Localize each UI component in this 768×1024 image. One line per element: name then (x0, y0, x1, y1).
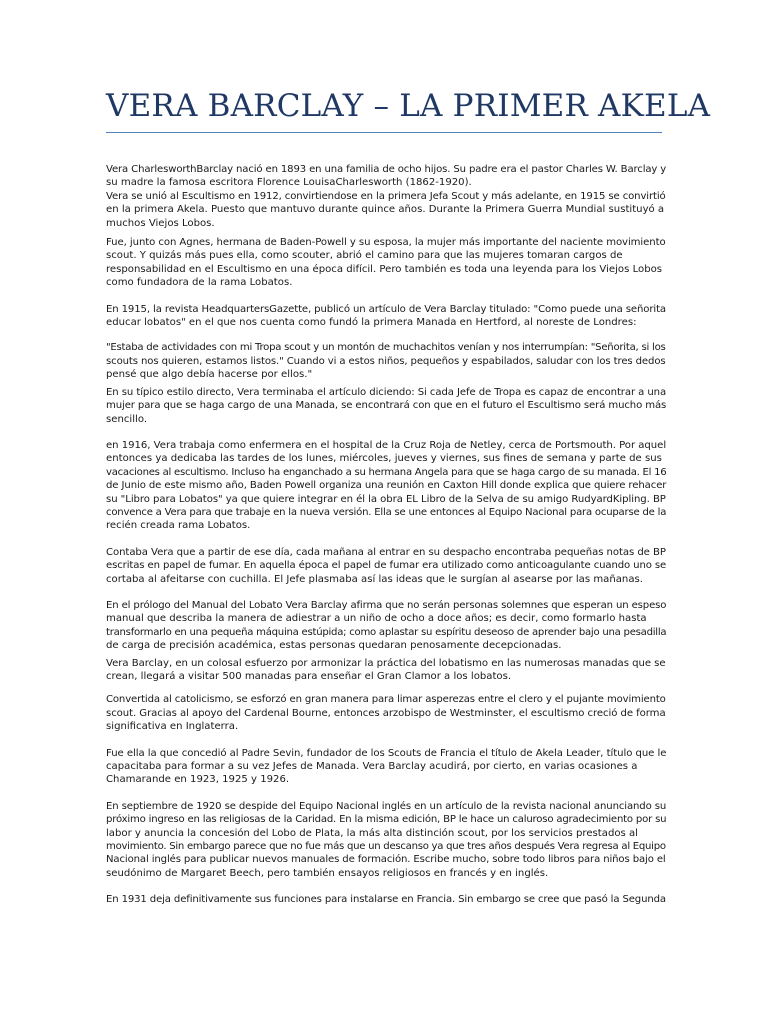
text-line: recién creada rama Lobatos. (106, 520, 251, 532)
paragraph-sevin (106, 747, 666, 787)
paragraph-catolicismo (106, 693, 666, 733)
paragraph-1920 (106, 800, 666, 880)
text-line: labor y anuncia la concesión del Lobo de Plata, la más alta distinción scout, por los servicios prestados al (106, 827, 638, 839)
text-line: sencillo. (106, 413, 148, 425)
paragraph-prologue (106, 599, 666, 653)
text-line: pensé que algo debía hacerse por ellos." (106, 369, 313, 381)
text-line: Chamarande en 1923, 1925 y 1926. (106, 774, 290, 786)
text-line: scout. Y quizás más pues ella, como scouter, abrió el camino para que las mujeres tomaran cargos de (106, 250, 623, 262)
text-line: vacaciones al escultismo. Incluso ha enganchado a su hermana Angela para que se haga cargo de su manada. El 16 (106, 466, 667, 478)
text-line: seudónimo de Margaret Beech, pero también ensayos religiosos en francés y en inglés. (106, 867, 549, 879)
text-line: mujer para que se haga cargo de una Manada, se encontrará con que en el futuro el Escultismo será mucho más (106, 400, 667, 412)
paragraph-manadas (106, 657, 666, 684)
text-line: responsabilidad en el Escultismo en una época difícil. Pero también es toda una leyenda para los Viejos Lobos (106, 263, 663, 275)
text-line: Nacional inglés para publicar nuevos manuales de formación. Escribe mucho, sobre todo libros para niños bajo el (106, 854, 666, 866)
text-line: Fue ella la que concedió al Padre Sevin, fundador de los Scouts de Francia el título de Akela Leader, título que le (106, 747, 667, 759)
text-line: de carga de precisión académica, estas personas quedaran penosamente decepcionadas. (106, 640, 562, 652)
text-line: En septiembre de 1920 se despide del Equipo Nacional inglés en un artículo de la revista nacional anunciando su (106, 800, 667, 812)
text-line: capacitaba para formar a su vez Jefes de Manada. Vera Barclay acudirá, por cierto, en varias ocasiones a (106, 761, 638, 773)
text-line: Vera Barclay, en un colosal esfuerzo por armonizar la práctica del lobatismo en las numerosas manadas que se (106, 657, 666, 669)
text-line: scout. Gracias al apoyo del Cardenal Bourne, entonces arzobispo de Westminster, el escultismo creció de forma (106, 707, 666, 719)
text-line: convence a Vera para que trabaje en la nueva versión. Ella se une entonces al Equipo Nacional para ocuparse de la (106, 506, 667, 518)
text-line: cortaba al afeitarse con cuchilla. El Jefe plasmaba así las ideas que le surgían al asearse por las mañanas. (106, 573, 643, 585)
text-line: En su típico estilo directo, Vera terminaba el artículo diciendo: Si cada Jefe de Tropa es capaz de encontrar a una (106, 386, 667, 398)
paragraph-1916 (106, 439, 666, 533)
text-line: scouts nos quieren, estamos listos." Cuando vi a estos niños, pequeños y espabilados, saludar con los tres dedos (106, 355, 666, 367)
paragraph-notes (106, 546, 666, 586)
text-line: su madre la famosa escritora Florence LouisaCharlesworth (1862-1920). (106, 177, 472, 189)
text-line: En el prólogo del Manual del Lobato Vera Barclay afirma que no serán personas solemnes que esperan un espeso (106, 599, 667, 611)
paragraph-gazette (106, 303, 666, 330)
paragraph-1931 (106, 893, 666, 906)
paragraph-quote (106, 341, 666, 381)
text-line: de Junio de este mismo año, Baden Powell organiza una reunión en Caxton Hill donde explica que quiere rehacer (106, 480, 667, 492)
text-line: Vera CharlesworthBarclay nació en 1893 en una familia de ocho hijos. Su padre era el pastor Charles W. Barclay y (106, 164, 667, 175)
paragraph-intro (106, 163, 666, 230)
text-line: transformarlo en una pequeña máquina estúpida; como aplastar su espíritu deseoso de aprender bajo una pesadilla (106, 626, 667, 638)
text-line: crean, llegará a visitar 500 manadas para enseñar el Gran Clamor a los lobatos. (106, 671, 512, 682)
text-line: Convertida al catolicismo, se esforzó en gran manera para limar asperezas entre el clero y el pujante movimiento (106, 694, 666, 706)
text-line: significativa en Inglaterra. (106, 721, 239, 733)
page-title: VERA BARCLAY – LA PRIMER AKELA (106, 88, 711, 124)
text-line: movimiento. Sin embargo parece que no fue más que un descanso ya que tres años después Vera regresa al Equipo (106, 841, 666, 853)
text-line: muchos Viejos Lobos. (106, 217, 215, 229)
text-line: manual que describa la manera de adiestrar a un niño de ocho a doce años; es decir, como formarlo hasta (106, 613, 647, 625)
text-line: En 1931 deja definitivamente sus funciones para instalarse en Francia. Sin embargo se cree que pasó la Segunda (106, 894, 666, 906)
paragraph-style (106, 386, 666, 426)
text-line: en la primera Akela. Puesto que mantuvo durante quince años. Durante la Primera Guerra Mundial sustituyó a (106, 204, 665, 216)
text-line: "Estaba de actividades con mi Tropa scout y un montón de muchachitos venían y nos interrumpían: "Señorita, si los (106, 342, 666, 354)
text-line: como fundadora de la rama Lobatos. (106, 277, 293, 289)
text-line: escritas en papel de fumar. En aquella época el papel de fumar era utilizado como anticoagulante cuando uno se (106, 560, 667, 572)
text-line: próximo ingreso en las religiosas de la Caridad. En la misma edición, BP le hace un caluroso agradecimiento por su (106, 814, 667, 826)
text-line: Fue, junto con Agnes, hermana de Baden-Powell y su esposa, la mujer más importante del naciente movimiento (106, 237, 666, 249)
text-line: entonces ya dedicaba las tardes de los lunes, miércoles, jueves y viernes, sus fines de semana y parte de sus (106, 453, 662, 465)
text-line: su "Libro para Lobatos" ya que quiere integrar en él la obra EL Libro de la Selva de su amigo RudyardKipling. BP (106, 493, 666, 505)
text-line: En 1915, la revista HeadquartersGazette, publicó un artículo de Vera Barclay titulado: "Como puede una señorita (106, 303, 666, 315)
text-line: Contaba Vera que a partir de ese día, cada mañana al entrar en su despacho encontraba pequeñas notas de BP (106, 546, 666, 558)
text-line: en 1916, Vera trabaja como enfermera en el hospital de la Cruz Roja de Netley, cerca de Portsmouth. Por aquel (106, 439, 667, 451)
text-line: Vera se unió al Escultismo en 1912, convirtiendose en la primera Jefa Scout y más adelante, en 1915 se convirtió (106, 190, 666, 202)
text-line: educar lobatos" en el que nos cuenta como fundó la primera Manada en Hertford, al noreste de Londres: (106, 317, 637, 329)
document-body (106, 163, 666, 907)
paragraph-agnes (106, 236, 666, 290)
title-underline (106, 132, 662, 133)
